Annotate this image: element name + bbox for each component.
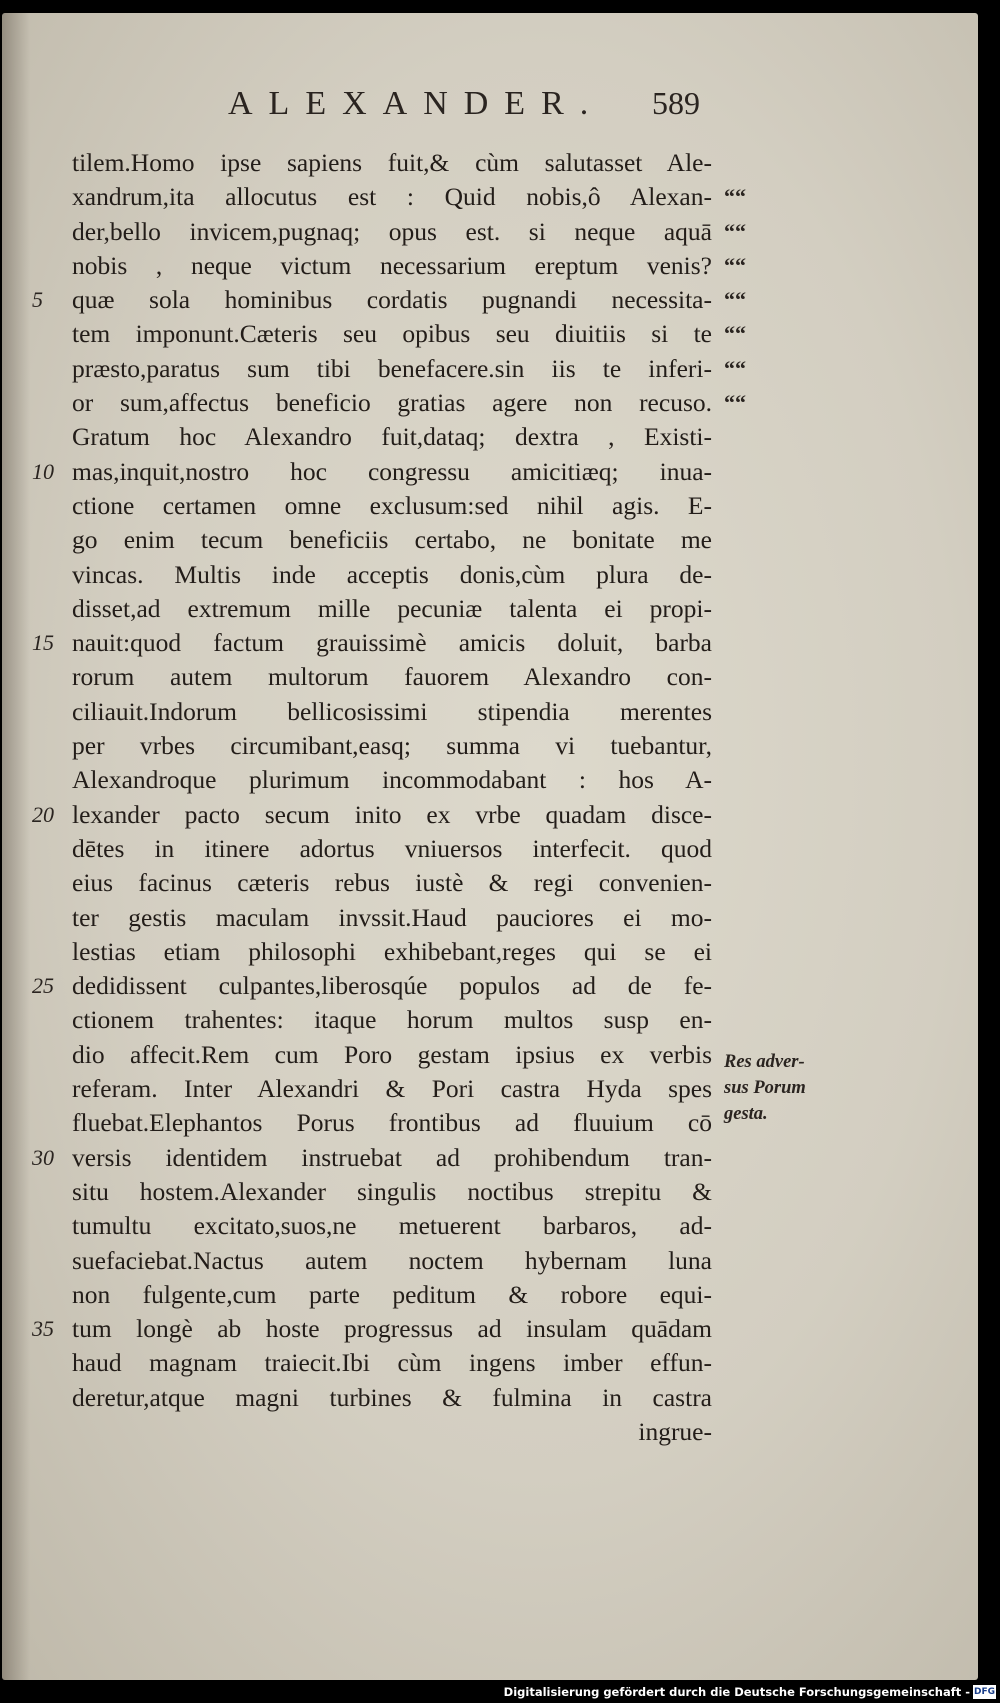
marginal-note: [724, 1049, 834, 1127]
text-line: [2, 626, 978, 660]
marginal-note-line: sus Porum: [724, 1078, 806, 1098]
line-text: tem imponunt.Cæteris seu opibus seu diuitiis si te: [72, 319, 712, 349]
line-text: eius facinus cæteris rebus iustè & regi convenien-: [72, 868, 712, 898]
paper-page: [2, 13, 978, 1680]
quotation-mark: ““: [724, 355, 746, 381]
text-line: [2, 1278, 978, 1312]
quotation-mark: ““: [724, 287, 746, 313]
line-text: suefaciebat.Nactus autem noctem hybernam luna: [72, 1245, 712, 1275]
marginal-note-line: gesta.: [724, 1104, 768, 1124]
line-text: tumultu excitato,suos,ne metuerent barbaros, ad-: [72, 1211, 712, 1241]
text-line: [2, 866, 978, 900]
line-text: ctionem trahentes: itaque horum multos susp en-: [72, 1005, 712, 1035]
text-line: [2, 180, 978, 214]
line-text: quæ sola hominibus cordatis pugnandi necessita-: [72, 285, 712, 315]
line-text: Gratum hoc Alexandro fuit,dataq; dextra , Existi-: [72, 422, 712, 452]
line-text: tilem.Homo ipse sapiens fuit,& cùm salutasset Ale-: [72, 148, 712, 177]
digitization-footer: [0, 1682, 1000, 1703]
text-line: [2, 523, 978, 557]
line-text: versis identidem instruebat ad prohibendum tran-: [72, 1142, 712, 1172]
line-number: 35: [32, 1316, 54, 1342]
line-number: 20: [32, 801, 54, 827]
line-text: lexander pacto secum inito ex vrbe quadam disce-: [72, 799, 712, 829]
text-line: [2, 1346, 978, 1380]
quotation-mark: ““: [724, 218, 746, 244]
line-text: tum longè ab hoste progressus ad insulam quādam: [72, 1314, 712, 1344]
line-text: nauit:quod factum grauissimè amicis doluit, barba: [72, 628, 712, 658]
quotation-mark: ““: [724, 390, 746, 416]
line-text: xandrum,ita allocutus est : Quid nobis,ô Alexan-: [72, 182, 712, 212]
text-line: [2, 969, 978, 1003]
text-line: [2, 455, 978, 489]
text-block: [2, 146, 978, 1449]
text-line: [2, 592, 978, 626]
marginal-note-line: Res adver-: [724, 1052, 805, 1072]
text-line: [2, 832, 978, 866]
footer-credit: Digitalisierung gefördert durch die Deutsche Forschungsgemeinschaft -: [503, 1685, 970, 1699]
line-text: haud magnam traiecit.Ibi cùm ingens imber effun-: [72, 1348, 712, 1378]
line-text: dedidissent culpantes,liberosqúe populos ad de fe-: [72, 971, 712, 1001]
line-number: 25: [32, 973, 54, 999]
line-text: lestias etiam philosophi exhibebant,reges qui se ei: [72, 936, 712, 966]
line-text: disset,ad extremum mille pecuniæ talenta ei propi-: [72, 593, 712, 623]
text-line: [2, 1209, 978, 1243]
line-text: per vrbes circumibant,easq; summa vi tuebantur,: [72, 731, 712, 761]
catchword: ingrue-: [638, 1416, 712, 1446]
line-text: rorum autem multorum fauorem Alexandro con-: [72, 662, 712, 692]
text-line: [2, 729, 978, 763]
line-text: ter gestis maculam invssit.Haud pauciores ei mo-: [72, 902, 712, 932]
text-line: [2, 1141, 978, 1175]
page-header: [2, 85, 978, 135]
text-line: [2, 660, 978, 694]
line-text: ciliauit.Indorum bellicosissimi stipendia merentes: [72, 696, 712, 726]
text-line: [2, 1381, 978, 1415]
line-text: ctione certamen omne exclusum:sed nihil agis. E-: [72, 490, 712, 520]
line-text: deretur,atque magni turbines & fulmina in castra: [72, 1382, 712, 1412]
dfg-logo: DFG: [973, 1687, 995, 1697]
line-number: 5: [32, 287, 43, 313]
line-text: der,bello invicem,pugnaq; opus est. si neque aquā: [72, 216, 712, 246]
line-number: 15: [32, 630, 54, 656]
line-text: go enim tecum beneficiis certabo, ne bonitate me: [72, 525, 712, 555]
line-text: situ hostem.Alexander singulis noctibus strepitu &: [72, 1176, 712, 1206]
text-line: [2, 352, 978, 386]
page-number: 589: [652, 85, 700, 121]
text-line: [2, 215, 978, 249]
text-line: [2, 901, 978, 935]
text-line: [2, 1175, 978, 1209]
line-text: vincas. Multis inde acceptis donis,cùm plura de-: [72, 559, 712, 589]
line-text: mas,inquit,nostro hoc congressu amicitiæq; inua-: [72, 456, 712, 486]
line-number: 10: [32, 458, 54, 484]
text-line: [2, 420, 978, 454]
line-text: nobis , neque victum necessarium ereptum venis?: [72, 250, 712, 280]
text-line: [2, 1415, 978, 1449]
text-line: [2, 283, 978, 317]
quotation-mark: ““: [724, 321, 746, 347]
text-line: [2, 763, 978, 797]
quotation-mark: ““: [724, 252, 746, 278]
text-line: [2, 1244, 978, 1278]
line-text: Alexandroque plurimum incommodabant : hos A-: [72, 765, 712, 795]
line-text: fluebat.Elephantos Porus frontibus ad fluuium cō: [72, 1108, 712, 1138]
text-line: [2, 1312, 978, 1346]
text-line: [2, 798, 978, 832]
line-text: dio affecit.Rem cum Poro gestam ipsius ex verbis: [72, 1039, 712, 1069]
line-text: or sum,affectus beneficio gratias agere non recuso.: [72, 388, 712, 418]
text-line: [2, 317, 978, 351]
text-line: [2, 386, 978, 420]
text-line: [2, 489, 978, 523]
text-line: [2, 249, 978, 283]
running-head: ALEXANDER.: [228, 85, 605, 122]
line-text: dētes in itinere adortus vniuersos interfecit. quod: [72, 833, 712, 863]
text-line: [2, 146, 978, 180]
text-line: [2, 695, 978, 729]
text-line: [2, 1003, 978, 1037]
line-text: non fulgente,cum parte peditum & robore equi-: [72, 1279, 712, 1309]
line-number: 30: [32, 1144, 54, 1170]
text-line: [2, 558, 978, 592]
line-text: præsto,paratus sum tibi benefacere.sin iis te inferi-: [72, 353, 712, 383]
line-text: referam. Inter Alexandri & Pori castra Hyda spes: [72, 1074, 712, 1104]
text-line: [2, 935, 978, 969]
quotation-mark: ““: [724, 184, 746, 210]
